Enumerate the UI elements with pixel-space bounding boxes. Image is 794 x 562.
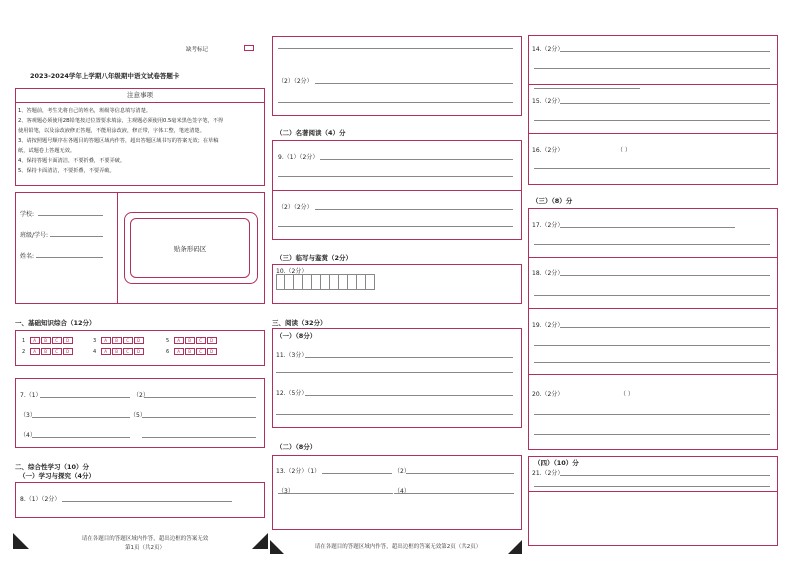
q12-field[interactable] <box>305 395 513 396</box>
q8-field[interactable] <box>62 501 232 502</box>
student-divider <box>117 192 118 304</box>
reading-3-subtitle: （三）（8）分 <box>532 197 573 205</box>
q-number: 6 <box>166 349 170 355</box>
barcode-label: 贴条形码区 <box>173 245 207 253</box>
option-a[interactable]: A <box>101 337 111 344</box>
notice-line-1: 1、答题前，考生先将自己的姓名，班级等信息填写清楚。 <box>18 108 151 114</box>
option-b[interactable]: B <box>185 337 195 344</box>
q9-2-field-2[interactable] <box>278 226 513 227</box>
notice-line-6: 4、保持答题卡面清洁，不要折叠，不要弄破。 <box>18 158 126 164</box>
q8-cont-line-1[interactable] <box>278 48 513 49</box>
q17-field[interactable] <box>560 227 735 228</box>
q8-2-field-2[interactable] <box>278 102 513 103</box>
q9-2-field[interactable] <box>315 209 513 210</box>
option-b[interactable]: B <box>41 337 51 344</box>
option-d[interactable]: D <box>63 337 73 344</box>
q21-label: 21.（2分） <box>532 470 564 477</box>
footer-note-2: 请在各题目的答题区域内作答，超出边框的答案无效第2页（共2页） <box>314 544 482 550</box>
q7-5-label: （5） <box>130 412 146 419</box>
option-d[interactable]: D <box>134 337 144 344</box>
q19-field-2[interactable] <box>534 345 770 346</box>
option-a[interactable]: A <box>174 337 184 344</box>
option-a[interactable]: A <box>101 348 111 355</box>
absent-mark-box[interactable] <box>244 45 254 51</box>
q-number: 2 <box>22 349 26 355</box>
option-c[interactable]: C <box>52 337 62 344</box>
class-id-field[interactable] <box>50 236 103 237</box>
q19-field[interactable] <box>560 327 770 328</box>
option-d[interactable]: D <box>63 348 73 355</box>
q10-label: 10.（2分） <box>276 268 308 275</box>
q7-5-field[interactable] <box>142 417 256 418</box>
q9-1-label: 9.（1）（2分） <box>278 154 319 161</box>
q19-divider <box>528 374 778 375</box>
q11-label: 11.（3分） <box>276 352 308 359</box>
q12-label: 12.（5分） <box>276 390 308 397</box>
q7-3-field[interactable] <box>32 417 130 418</box>
q13-3-label: （3） <box>278 488 294 495</box>
q17-label: 17.（2分） <box>532 222 564 229</box>
footer-note-1: 请在各题目的答题区域内作答，超出边框的答案无效 <box>81 536 209 542</box>
option-b[interactable]: B <box>112 348 122 355</box>
q15-label: 15.（2分） <box>532 98 564 105</box>
name-field[interactable] <box>36 257 103 258</box>
option-b[interactable]: B <box>185 348 195 355</box>
choice-q2[interactable] <box>22 348 74 355</box>
corner-mark-mbr <box>508 540 522 554</box>
notice-line-2: 2、客观题必须使用2B铅笔按过位置要求填涂，主观题必须使用0.5毫米黑色签字笔，不得 <box>18 118 224 124</box>
q13-3-field[interactable] <box>278 493 393 494</box>
school-label: 学校: <box>20 211 35 218</box>
q18-field-2[interactable] <box>534 295 770 296</box>
q7-3-label: （3） <box>20 412 36 419</box>
q18-field[interactable] <box>560 275 770 276</box>
q13-2-label: （2） <box>394 468 410 475</box>
choice-q5[interactable] <box>166 337 218 344</box>
q12-field-2[interactable] <box>276 414 513 415</box>
q14-label: 14.（2分） <box>532 46 564 53</box>
q19-field-3[interactable] <box>534 362 770 363</box>
option-a[interactable]: A <box>174 348 184 355</box>
notice-line-7: 5、保持卡面清洁，不要折叠，不要弄破。 <box>18 168 115 174</box>
q17-divider <box>528 257 778 258</box>
q7-6-field[interactable] <box>142 437 256 438</box>
option-c[interactable]: C <box>52 348 62 355</box>
section-mingzhu-title: （二）名著阅读（4）分 <box>276 129 346 137</box>
q9-divider <box>272 190 522 191</box>
section-2-subtitle: （一）学习与探究（4分） <box>19 472 96 480</box>
q21-cont-box <box>528 492 778 546</box>
q11-field[interactable] <box>305 357 513 358</box>
option-a[interactable]: A <box>30 337 40 344</box>
reading-2-subtitle: （二）（8分） <box>276 443 317 451</box>
q8-2-label: （2）（2分） <box>278 78 313 85</box>
q18-divider <box>528 308 778 309</box>
q13-2-field[interactable] <box>406 473 514 474</box>
q9-1-field-2[interactable] <box>278 176 513 177</box>
absent-mark-label: 缺考标记 <box>186 47 209 53</box>
section-3-title: 三、阅读（32分） <box>272 319 327 327</box>
q14-field-2[interactable] <box>534 68 770 69</box>
q13-4-label: （4） <box>394 488 410 495</box>
q17-field-2[interactable] <box>534 244 770 245</box>
option-d[interactable]: D <box>207 348 217 355</box>
q-number: 4 <box>93 349 97 355</box>
reading-1-box <box>272 328 522 428</box>
q8-label: 8.（1）（2分） <box>20 496 61 503</box>
notice-line-4: 3、请按照题号顺序在各题目的答题区域内作答，超出答题区域书写的答案无效；在草稿 <box>18 138 219 144</box>
q7-4-field[interactable] <box>32 437 130 438</box>
corner-mark-mbl <box>270 540 284 554</box>
school-field[interactable] <box>38 215 103 216</box>
q15-field[interactable] <box>560 103 770 104</box>
q9-2-label: （2）（2分） <box>278 204 313 211</box>
notice-line-5: 纸，试题卷上答题无效。 <box>18 148 76 154</box>
q11-field-2[interactable] <box>276 372 513 373</box>
q7-1-label: 7.（1） <box>20 392 42 399</box>
page-title: 2023-2024学年上学期八年级期中语文试卷答题卡 <box>30 72 180 80</box>
option-d[interactable]: D <box>207 337 217 344</box>
notice-line-3: 使用铅笔，以及涂改液修正答题，不能用涂改液，修正带，字体工整，笔迹清楚。 <box>18 128 205 134</box>
q21-field[interactable] <box>560 475 770 476</box>
q-number: 3 <box>93 338 97 344</box>
q7-2-label: （2） <box>133 392 149 399</box>
q-number: 1 <box>22 338 26 344</box>
choice-q1[interactable] <box>22 337 74 344</box>
q7-4-label: （4） <box>20 432 36 439</box>
q15-divider <box>528 133 778 134</box>
q18-label: 18.（2分） <box>532 270 564 277</box>
q10-writing-grid[interactable] <box>276 274 375 290</box>
class-id-label: 班级/学号: <box>20 232 49 239</box>
notice-heading: 注意事项 <box>127 91 153 99</box>
option-c[interactable]: C <box>123 348 133 355</box>
option-c[interactable]: C <box>123 337 133 344</box>
q13-1-field[interactable] <box>322 473 392 474</box>
q19-label: 19.（2分） <box>532 322 564 329</box>
q20-label: 20.（2分） <box>532 391 564 398</box>
option-d[interactable]: D <box>134 348 144 355</box>
q7-1-field[interactable] <box>40 397 130 398</box>
q14-field-3[interactable] <box>534 88 640 89</box>
option-b[interactable]: B <box>112 337 122 344</box>
option-c[interactable]: C <box>196 337 206 344</box>
section-2-title: 二、综合性学习（10）分 <box>15 463 90 471</box>
q13-1-label: 13.（2分）（1） <box>276 468 321 475</box>
q16-field[interactable] <box>534 168 770 169</box>
q20-field[interactable] <box>534 414 770 415</box>
name-label: 姓名: <box>20 253 35 260</box>
q21-field-2[interactable] <box>534 486 770 487</box>
q8-2-field[interactable] <box>315 83 513 84</box>
choice-q6[interactable] <box>166 348 218 355</box>
choice-q3[interactable] <box>93 337 145 344</box>
reading-1-subtitle: （一）（8分） <box>276 332 317 340</box>
q14-divider <box>528 84 778 85</box>
q15-field-2[interactable] <box>534 120 770 121</box>
notice-divider <box>15 102 265 103</box>
corner-mark-br <box>252 533 268 549</box>
section-linxie-title: （三）临写与鉴赏（2分） <box>276 254 353 262</box>
reading-4-subtitle: （四）（10）分 <box>534 459 579 467</box>
option-c[interactable]: C <box>196 348 206 355</box>
corner-mark-bl <box>13 533 29 549</box>
q9-1-field[interactable] <box>320 159 513 160</box>
option-a[interactable]: A <box>30 348 40 355</box>
q20-field-2[interactable] <box>534 434 770 435</box>
q14-field[interactable] <box>560 51 770 52</box>
choice-q4[interactable] <box>93 348 145 355</box>
q7-2-field[interactable] <box>144 397 256 398</box>
q-number: 5 <box>166 338 170 344</box>
section-1-title: 一、基础知识综合（12分） <box>15 319 96 327</box>
q20-paren: （ ） <box>620 391 634 398</box>
q14-16-box <box>528 35 778 185</box>
option-b[interactable]: B <box>41 348 51 355</box>
q13-4-field[interactable] <box>394 493 514 494</box>
q16-label: 16.（2分） <box>532 147 564 154</box>
q16-paren: （ ） <box>617 147 631 154</box>
footer-page-1: 第1页（共2页） <box>125 545 165 551</box>
